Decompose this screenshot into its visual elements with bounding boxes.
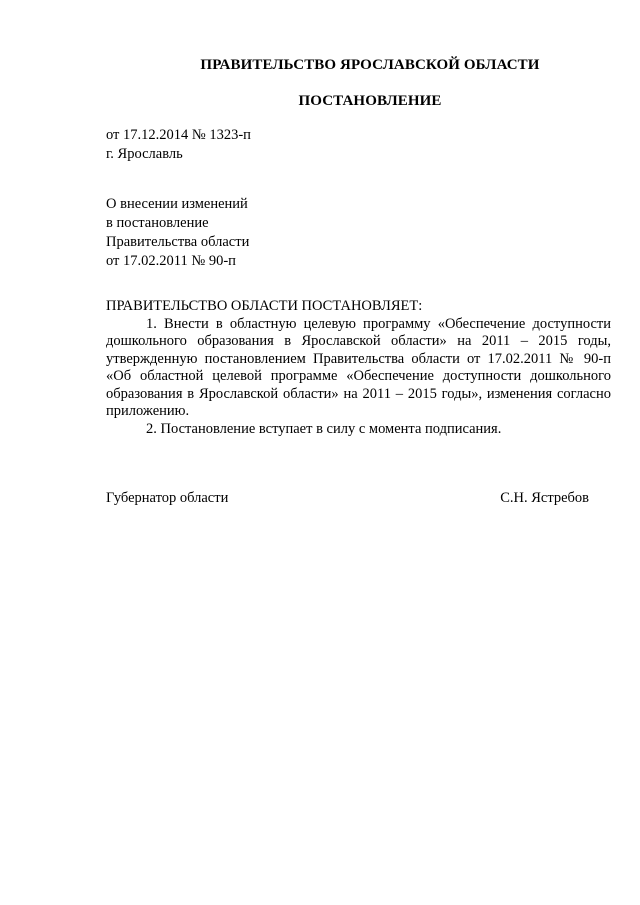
government-title: ПРАВИТЕЛЬСТВО ЯРОСЛАВСКОЙ ОБЛАСТИ	[200, 57, 540, 73]
subject-line: Правительства области	[106, 234, 250, 250]
city: г. Ярославль	[106, 146, 183, 162]
paragraph-1: 1. Внести в областную целевую программу «Обеспечение доступности дошкольного образования в Ярославской области» на 2011 – 2015 годы, утвержденную постановлением Правительства области от 17.02.2011 № 90-п «Об областной целевой программе «Обеспечение доступности дошкольного образования в Ярославской области» на 2011 – 2015 годы», изменения согласно приложению.	[106, 315, 611, 419]
paragraph-2: 2. Постановление вступает в силу с момента подписания.	[146, 420, 502, 437]
document-subject	[106, 195, 249, 271]
document-type-title: ПОСТАНОВЛЕНИЕ	[298, 93, 442, 109]
subject-line: в постановление	[106, 215, 209, 231]
signatory-position: Губернатор области	[106, 490, 229, 506]
subject-line: от 17.02.2011 № 90-п	[106, 253, 236, 269]
signatory-name: С.Н. Ястребов	[500, 490, 589, 506]
document-meta	[106, 126, 251, 164]
date-number: от 17.12.2014 № 1323-п	[106, 127, 251, 143]
decree-line: ПРАВИТЕЛЬСТВО ОБЛАСТИ ПОСТАНОВЛЯЕТ:	[106, 298, 423, 314]
document-body	[106, 298, 611, 438]
signature-block	[106, 489, 589, 508]
subject-line: О внесении изменений	[106, 196, 248, 212]
